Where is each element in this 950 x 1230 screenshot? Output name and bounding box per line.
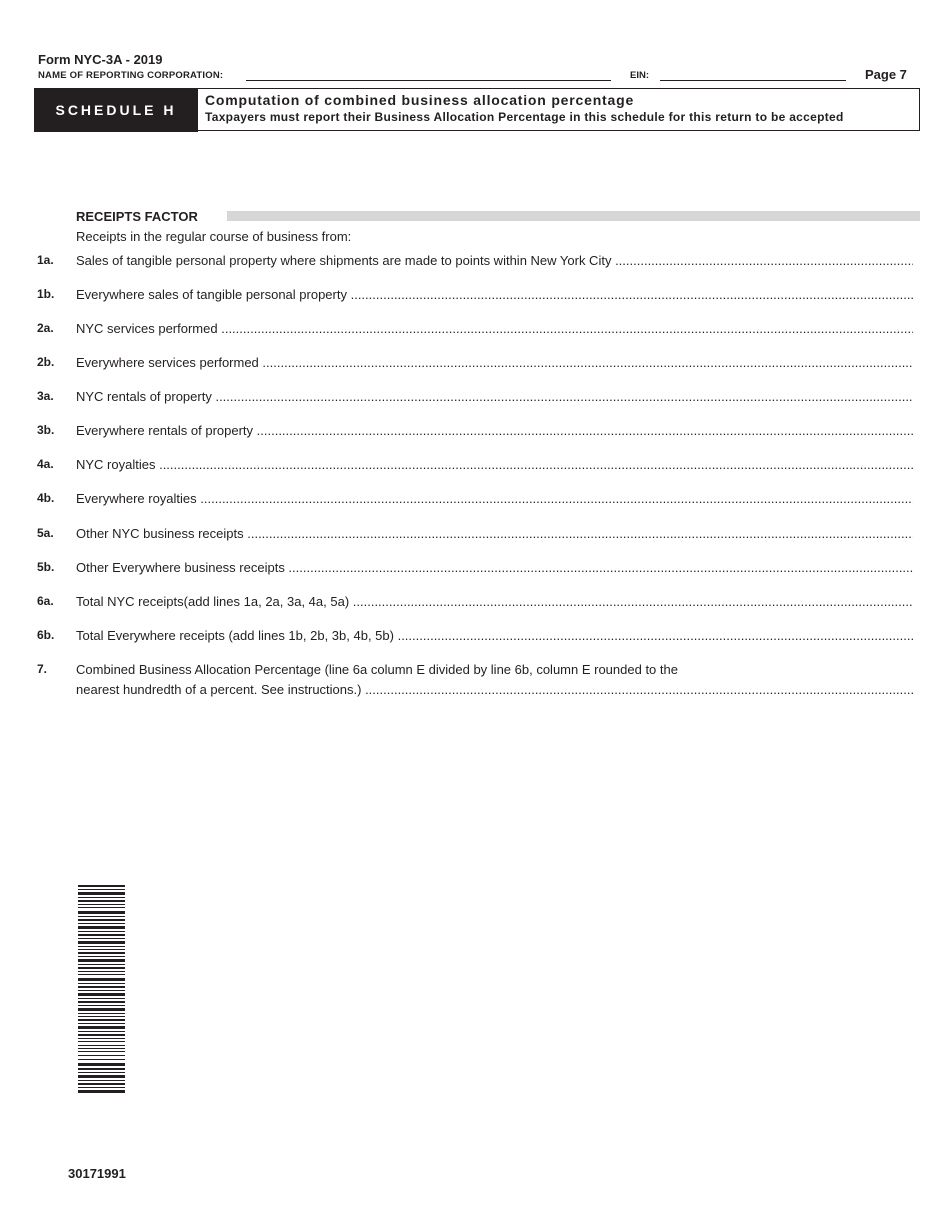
line-number: 3b. <box>37 423 55 437</box>
line-number: 4a. <box>37 457 54 471</box>
line-number: 2a. <box>37 321 54 335</box>
barcode <box>78 885 125 1095</box>
page-number: Page 7 <box>865 67 907 82</box>
form-line-3b <box>0 423 950 443</box>
section-divider <box>227 211 920 221</box>
line-text: NYC rentals of property ..... <box>76 389 913 404</box>
section-intro: Receipts in the regular course of business from: <box>76 229 352 244</box>
schedule-description <box>198 88 920 131</box>
line-text: NYC royalties ..... <box>76 457 913 472</box>
schedule-title: Computation of combined business allocation percentage <box>205 92 635 108</box>
form-line-3a <box>0 389 950 409</box>
line-text: Combined Business Allocation Percentage (line 6a column E divided by line 6b, column E rounded to the <box>76 662 678 677</box>
form-line-1b <box>0 287 950 307</box>
line-number: 1b. <box>37 287 55 301</box>
ein-field[interactable] <box>660 80 846 81</box>
schedule-subtitle: Taxpayers must report their Business Allocation Percentage in this schedule for this return to be accepted <box>205 110 844 124</box>
form-line-4a <box>0 457 950 477</box>
form-line-5a <box>0 526 950 546</box>
line-text: Other Everywhere business receipts ..... <box>76 560 913 575</box>
line-text: Sales of tangible personal property where shipments are made to points within New York City ..... <box>76 253 913 268</box>
line-text: Total Everywhere receipts (add lines 1b, 2b, 3b, 4b, 5b) ..... <box>76 628 913 643</box>
form-line-6b <box>0 628 950 648</box>
line-number: 7. <box>37 662 48 676</box>
line-text: Everywhere sales of tangible personal property ..... <box>76 287 913 302</box>
form-line-4b <box>0 491 950 511</box>
form-code: 30171991 <box>68 1166 126 1181</box>
corporation-name-field[interactable] <box>246 80 611 81</box>
line-text: Everywhere services performed ..... <box>76 355 913 370</box>
schedule-label: SCHEDULE H <box>34 88 198 132</box>
line-number: 5a. <box>37 526 54 540</box>
line-text: Everywhere royalties ..... <box>76 491 913 506</box>
line-number: 5b. <box>37 560 55 574</box>
line-number: 1a. <box>37 253 54 267</box>
line-number: 4b. <box>37 491 55 505</box>
section-heading: RECEIPTS FACTOR <box>76 209 198 224</box>
form-line-2a <box>0 321 950 341</box>
line-number: 6a. <box>37 594 54 608</box>
line-text-continued: nearest hundredth of a percent. See instructions.) ..... <box>76 682 913 697</box>
ein-label: EIN: <box>630 70 649 81</box>
form-line-6a <box>0 594 950 614</box>
corporation-name-label: NAME OF REPORTING CORPORATION: <box>38 70 224 81</box>
line-number: 3a. <box>37 389 54 403</box>
line-number: 2b. <box>37 355 55 369</box>
form-line-1a <box>0 253 950 273</box>
line-text: Other NYC business receipts ..... <box>76 526 913 541</box>
line-text: NYC services performed ..... <box>76 321 913 336</box>
form-line-2b <box>0 355 950 375</box>
form-line-5b <box>0 560 950 580</box>
line-text: Everywhere rentals of property ..... <box>76 423 913 438</box>
line-text: Total NYC receipts(add lines 1a, 2a, 3a, 4a, 5a) ..... <box>76 594 913 609</box>
form-title: Form NYC-3A - 2019 <box>38 52 163 67</box>
line-number: 6b. <box>37 628 55 642</box>
